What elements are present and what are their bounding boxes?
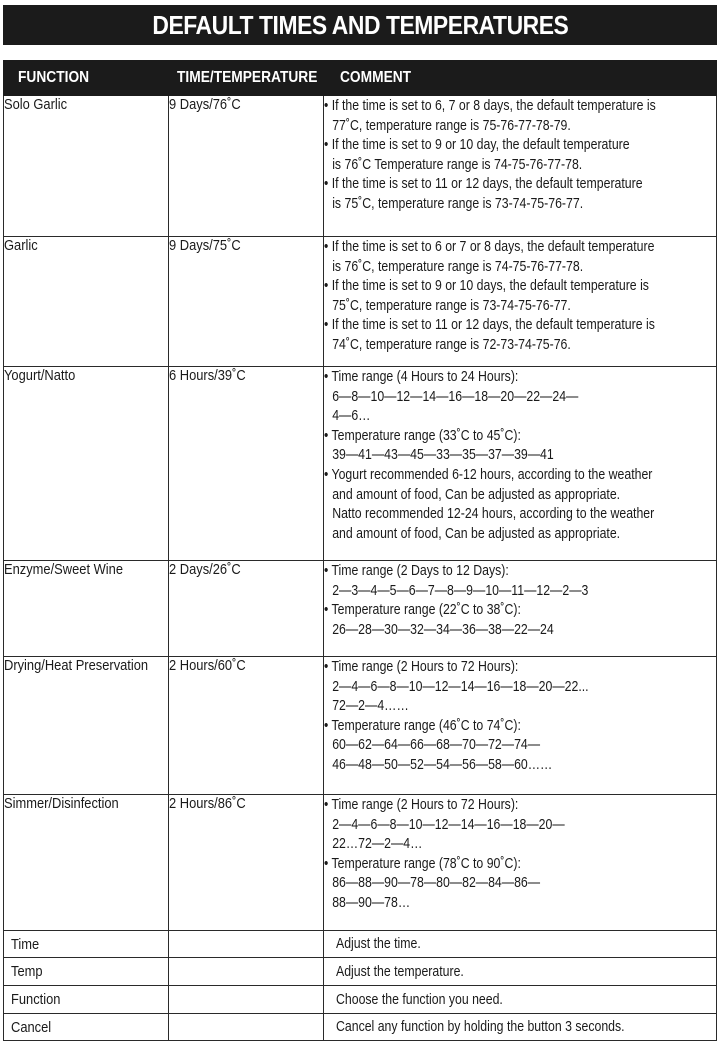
comment-cell <box>324 657 717 795</box>
table-header-row <box>4 61 717 96</box>
defaults-table <box>3 60 717 1041</box>
time-temperature-cell <box>169 657 324 795</box>
comment-line: • If the time is set to 9 or 10 day, the default temperature <box>324 136 630 154</box>
comment-line: 6—8—10—12—14—16—18—20—22—24— <box>332 387 579 405</box>
empty-cell <box>169 958 324 986</box>
time-temperature-cell <box>169 96 324 237</box>
header-time-temperature: TIME/TEMPERATURE <box>169 61 324 96</box>
function-name: Garlic <box>4 237 38 254</box>
default-time-temperature: 2 Hours/60˚C <box>169 657 246 674</box>
comment-line: is 76˚C, temperature range is 74-75-76-77-78. <box>332 257 584 275</box>
empty-cell <box>169 986 324 1014</box>
comment-line: 75˚C, temperature range is 73-74-75-76-77. <box>332 296 571 314</box>
table-row <box>4 96 717 237</box>
comment-line: • If the time is set to 6, 7 or 8 days, the default temperature is <box>324 97 656 114</box>
comment-line: 74˚C, temperature range is 72-73-74-75-76. <box>332 335 571 353</box>
comment-cell <box>324 96 717 237</box>
function-name: Enzyme/Sweet Wine <box>4 561 124 578</box>
comment-line: 86—88—90—78—80—82—84—86— <box>332 874 541 892</box>
comment-cell <box>324 237 717 367</box>
button-comment-cell <box>324 931 717 958</box>
time-temperature-cell <box>169 795 324 931</box>
comment-line: • Time range (4 Hours to 24 Hours): <box>324 368 519 385</box>
button-name-cell <box>4 1014 169 1041</box>
function-name: Drying/Heat Preservation <box>4 657 149 674</box>
default-time-temperature: 9 Days/76˚C <box>169 96 241 113</box>
function-cell <box>4 561 169 657</box>
button-comment-cell <box>324 1014 717 1041</box>
comment-line: 77˚C, temperature range is 75-76-77-78-79. <box>332 116 571 134</box>
comment-line: Natto recommended 12-24 hours, according to the weather <box>332 505 655 523</box>
button-comment: Adjust the temperature. <box>336 962 464 980</box>
comment-line: 4—6… <box>332 407 371 425</box>
table-row <box>4 657 717 795</box>
comment-line: 39—41—43—45—33—35—37—39—41 <box>332 446 554 464</box>
comment-line: 26—28—30—32—34—36—38—22—24 <box>332 620 554 638</box>
page-title-text: DEFAULT TIMES AND TEMPERATURES <box>151 9 569 40</box>
comment-line: • Temperature range (33˚C to 45˚C): <box>324 426 521 444</box>
comment-line: 2—3—4—5—6—7—8—9—10—11—12—2—3 <box>332 581 589 599</box>
comment-cell <box>324 795 717 931</box>
button-row <box>4 986 717 1014</box>
comment-line: • Temperature range (46˚C to 74˚C): <box>324 716 521 734</box>
button-comment: Adjust the time. <box>336 935 421 953</box>
comment-line: • Time range (2 Hours to 72 Hours): <box>324 796 519 813</box>
page-title <box>3 5 717 45</box>
comment-line: 2—4—6—8—10—12—14—16—18—20— <box>332 815 565 833</box>
time-temperature-cell <box>169 237 324 367</box>
comment-line: • If the time is set to 9 or 10 days, the default temperature is <box>324 277 649 295</box>
comment-line: is 75˚C, temperature range is 73-74-75-76-77. <box>332 194 584 212</box>
comment-line: • If the time is set to 11 or 12 days, the default temperature is <box>324 316 655 334</box>
button-name-cell <box>4 958 169 986</box>
comment-cell <box>324 561 717 657</box>
button-comment-cell <box>324 958 717 986</box>
button-comment: Choose the function you need. <box>336 990 503 1008</box>
button-row <box>4 958 717 986</box>
button-comment: Cancel any function by holding the button 3 seconds. <box>336 1018 625 1036</box>
function-cell <box>4 367 169 561</box>
button-comment-cell <box>324 986 717 1014</box>
button-name-cell <box>4 931 169 958</box>
comment-line: • If the time is set to 11 or 12 days, the default temperature <box>324 175 643 193</box>
function-cell <box>4 96 169 237</box>
function-name: Solo Garlic <box>4 96 68 113</box>
default-time-temperature: 2 Hours/86˚C <box>169 795 246 812</box>
comment-line: 2—4—6—8—10—12—14—16—18—20—22... <box>332 677 589 695</box>
table-row <box>4 367 717 561</box>
comment-line: • Temperature range (78˚C to 90˚C): <box>324 854 521 872</box>
comment-line: and amount of food, Can be adjusted as appropriate. <box>332 485 621 503</box>
button-name: Function <box>11 991 61 1008</box>
button-name: Cancel <box>11 1018 52 1036</box>
function-cell <box>4 657 169 795</box>
time-temperature-cell <box>169 367 324 561</box>
button-row <box>4 1014 717 1041</box>
comment-line: 22…72—2—4… <box>332 835 423 853</box>
comment-line: 72—2—4…… <box>332 697 409 715</box>
comment-line: • Temperature range (22˚C to 38˚C): <box>324 601 521 619</box>
button-name: Time <box>11 935 40 953</box>
empty-cell <box>169 1014 324 1041</box>
comment-line: • Time range (2 Days to 12 Days): <box>324 562 509 579</box>
table-row <box>4 561 717 657</box>
header-comment: COMMENT <box>324 61 717 96</box>
button-name-cell <box>4 986 169 1014</box>
function-name: Yogurt/Natto <box>4 367 76 384</box>
comment-line: • Yogurt recommended 6-12 hours, according to the weather <box>324 465 653 483</box>
header-function: FUNCTION <box>4 61 169 96</box>
button-name: Temp <box>11 963 43 980</box>
comment-cell <box>324 367 717 561</box>
default-time-temperature: 6 Hours/39˚C <box>169 367 246 384</box>
function-cell <box>4 795 169 931</box>
default-time-temperature: 9 Days/75˚C <box>169 237 241 254</box>
empty-cell <box>169 931 324 958</box>
table-row <box>4 237 717 367</box>
comment-line: 60—62—64—66—68—70—72—74— <box>332 736 541 754</box>
comment-line: and amount of food, Can be adjusted as appropriate. <box>332 524 621 542</box>
button-row <box>4 931 717 958</box>
function-cell <box>4 237 169 367</box>
comment-line: • If the time is set to 6 or 7 or 8 days, the default temperature <box>324 238 655 255</box>
comment-line: • Time range (2 Hours to 72 Hours): <box>324 658 519 675</box>
table-row <box>4 795 717 931</box>
comment-line: 88—90—78… <box>332 893 411 911</box>
time-temperature-cell <box>169 561 324 657</box>
default-time-temperature: 2 Days/26˚C <box>169 561 241 578</box>
function-name: Simmer/Disinfection <box>4 795 119 812</box>
comment-line: is 76˚C Temperature range is 74-75-76-77-78. <box>332 155 583 173</box>
comment-line: 46—48—50—52—54—56—58—60…… <box>332 755 553 773</box>
